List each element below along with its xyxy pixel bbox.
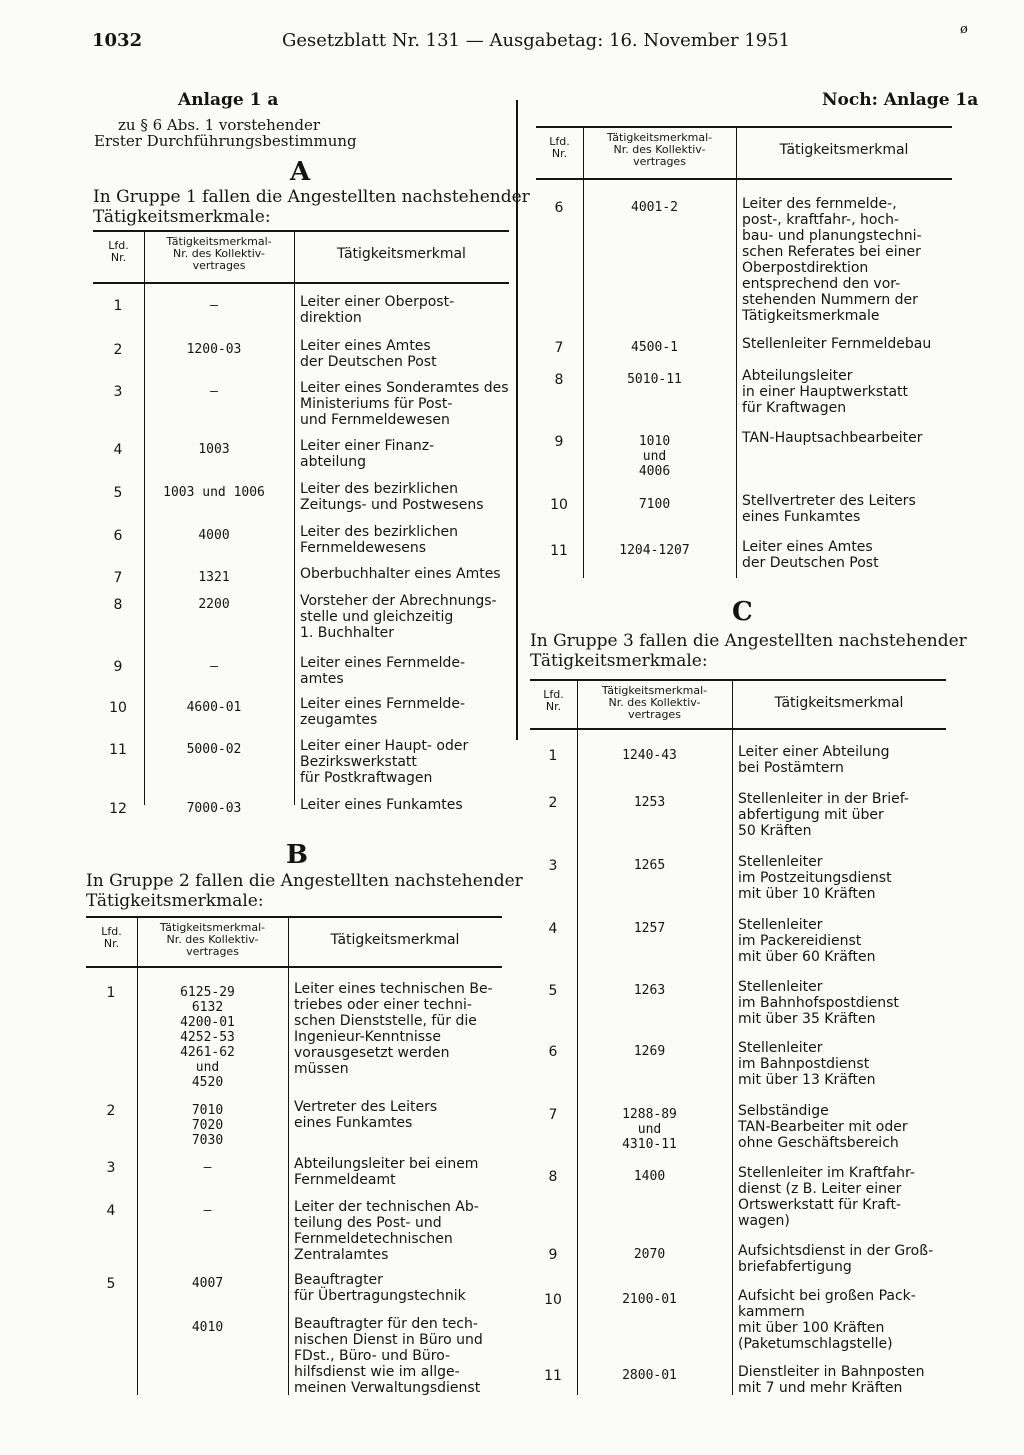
row-number: 9: [548, 1247, 558, 1263]
row-code: 1321: [198, 570, 230, 585]
row-merkmal: Leiter des fernmelde-, post-, kraftfahr-, hoch- bau- und planungstechni- schen Referates bei einer Oberpostdirektion entsprechend den vor- stehenden Nummern der Tätigkeitsmerkmale: [742, 196, 922, 324]
row-number: 9: [554, 434, 564, 450]
row-merkmal: Stellenleiter in der Brief- abfertigung mit über 50 Kräften: [738, 791, 909, 839]
row-number: 6: [554, 200, 564, 216]
row-number: 10: [544, 1292, 562, 1308]
row-number: 5: [113, 485, 123, 501]
row-number: 4: [106, 1203, 116, 1219]
header-merkmal: Tätigkeitsmerkmal: [774, 695, 904, 711]
table-top-rule: [93, 230, 509, 232]
header-nr: Lfd. Nr.: [543, 688, 564, 713]
header-nr: Lfd. Nr.: [549, 135, 570, 160]
row-merkmal: Leiter eines Amtes der Deutschen Post: [300, 338, 437, 370]
table-header-rule: [536, 178, 952, 180]
row-number: 7: [113, 570, 123, 586]
row-merkmal: Stellenleiter im Postzeitungsdienst mit über 10 Kräften: [738, 854, 892, 902]
row-merkmal: Leiter eines Funkamtes: [300, 797, 463, 813]
row-number: 12: [109, 801, 127, 817]
row-code: 4000: [198, 528, 230, 543]
row-merkmal: Beauftragter für den tech- nischen Dienst in Büro und FDst., Büro- und Büro- hilfsdienst wie im allge- meinen Verwaltungsdienst: [294, 1316, 483, 1396]
table-header-rule: [86, 966, 502, 968]
section-a-intro: In Gruppe 1 fallen die Angestellten nachstehender Tätigkeitsmerkmale:: [93, 187, 530, 227]
row-number: 4: [113, 442, 123, 458]
row-code: 1288-89 und 4310-11: [622, 1107, 677, 1152]
row-merkmal: Oberbuchhalter eines Amtes: [300, 566, 501, 582]
table-col-rule: [732, 679, 733, 1395]
header-code: Tätigkeitsmerkmal- Nr. des Kollektiv- vertrages: [159, 921, 266, 958]
row-code: 7100: [638, 497, 671, 512]
row-number: 2: [548, 795, 558, 811]
page-number: 1032: [92, 30, 143, 51]
row-number: 3: [548, 858, 558, 874]
table-header-rule: [530, 728, 946, 730]
table-col-rule: [288, 916, 289, 1395]
table-col-rule: [577, 679, 578, 1395]
row-code: 6125-29 6132 4200-01 4252-53 4261-62 und 4520: [180, 985, 235, 1090]
row-code: 1204-1207: [619, 543, 690, 558]
header-merkmal: Tätigkeitsmerkmal: [330, 932, 460, 948]
table-col-rule: [144, 230, 145, 805]
row-number: 7: [548, 1107, 558, 1123]
row-merkmal: Leiter einer Haupt- oder Bezirkswerkstatt für Postkraftwagen: [300, 738, 469, 786]
row-code: 1003: [198, 442, 230, 457]
row-merkmal: Leiter des bezirklichen Zeitungs- und Postwesens: [300, 481, 484, 513]
row-merkmal: Selbständige TAN-Bearbeiter mit oder ohne Geschäftsbereich: [738, 1103, 908, 1151]
header-code: Tätigkeitsmerkmal- Nr. des Kollektiv- vertrages: [166, 235, 272, 272]
row-number: 1: [548, 748, 558, 764]
row-code: —: [210, 659, 218, 674]
row-code: 2800-01: [622, 1368, 677, 1383]
header-nr: Lfd. Nr.: [101, 925, 122, 950]
row-merkmal: Beauftragter für Übertragungstechnik: [294, 1272, 466, 1304]
header-merkmal: Tätigkeitsmerkmal: [337, 246, 466, 262]
row-number: 8: [554, 372, 564, 388]
row-code: 4500-1: [631, 340, 678, 355]
row-code: 1010 und 4006: [638, 434, 671, 479]
row-code: 1400: [633, 1169, 666, 1184]
row-merkmal: Abteilungsleiter bei einem Fernmeldeamt: [294, 1156, 479, 1188]
row-number: 5: [548, 983, 558, 999]
row-merkmal: Leiter des bezirklichen Fernmeldewesens: [300, 524, 459, 556]
row-code: 1265: [633, 858, 666, 873]
row-number: 3: [106, 1160, 116, 1176]
row-code: 1003 und 1006: [163, 485, 265, 500]
row-code: 2200: [198, 597, 230, 612]
row-merkmal: Stellenleiter im Bahnpostdienst mit über 13 Kräften: [738, 1040, 876, 1088]
row-number: 2: [113, 342, 123, 358]
row-merkmal: Vertreter des Leiters eines Funkamtes: [294, 1099, 438, 1131]
row-code: —: [203, 1203, 212, 1218]
row-code: 1240-43: [622, 748, 677, 763]
row-merkmal: Abteilungsleiter in einer Hauptwerkstatt für Kraftwagen: [742, 368, 909, 416]
header-nr: Lfd. Nr.: [108, 239, 129, 264]
table-top-rule: [530, 679, 946, 681]
row-merkmal: Stellvertreter des Leiters eines Funkamtes: [742, 493, 916, 525]
row-code: 7010 7020 7030: [191, 1103, 224, 1148]
row-number: 6: [113, 528, 123, 544]
row-merkmal: Leiter eines Fernmelde- zeugamtes: [300, 696, 466, 728]
row-number: 11: [109, 742, 127, 758]
row-code: 4001-2: [631, 200, 678, 215]
table-top-rule: [536, 126, 952, 128]
row-merkmal: Leiter der technischen Ab- teilung des Post- und Fernmeldetechnischen Zentralamtes: [294, 1199, 479, 1263]
row-merkmal: Aufsichtsdienst in der Groß- briefabfertigung: [738, 1243, 934, 1275]
row-merkmal: Leiter einer Finanz- abteilung: [300, 438, 435, 470]
row-merkmal: Vorsteher der Abrechnungs- stelle und gleichzeitig 1. Buchhalter: [300, 593, 497, 641]
row-code: —: [210, 298, 218, 313]
row-number: 4: [548, 921, 558, 937]
noch-anlage-title: Noch: Anlage 1a: [822, 90, 979, 110]
row-number: 9: [113, 659, 123, 675]
anlage-subtitle-1: zu § 6 Abs. 1 vorstehender: [118, 116, 321, 134]
header-code: Tätigkeitsmerkmal- Nr. des Kollektiv- vertrages: [606, 131, 713, 168]
row-number: 8: [113, 597, 123, 613]
row-number: 8: [548, 1169, 558, 1185]
row-code: —: [203, 1160, 212, 1175]
section-b-intro: In Gruppe 2 fallen die Angestellten nachstehender Tätigkeitsmerkmale:: [86, 871, 523, 911]
row-code: 4600-01: [186, 700, 242, 715]
row-merkmal: Leiter eines Sonderamtes des Ministeriums für Post- und Fernmeldewesen: [300, 380, 509, 428]
row-code: —: [210, 384, 218, 399]
table-top-rule: [86, 916, 502, 918]
table-header-rule: [93, 282, 509, 284]
row-code: 1263: [633, 983, 666, 998]
row-number: 7: [554, 340, 564, 356]
row-code: 4010: [191, 1320, 224, 1335]
header-code: Tätigkeitsmerkmal- Nr. des Kollektiv- vertrages: [601, 684, 708, 721]
row-merkmal: Leiter eines Amtes der Deutschen Post: [742, 539, 879, 571]
row-merkmal: Stellenleiter Fernmeldebau: [742, 336, 932, 352]
row-code: 1200-03: [186, 342, 242, 357]
row-number: 11: [544, 1368, 562, 1384]
corner-mark: ø: [960, 22, 968, 37]
row-code: 1269: [633, 1044, 666, 1059]
row-number: 2: [106, 1103, 116, 1119]
row-number: 10: [109, 700, 127, 716]
row-number: 1: [106, 985, 116, 1001]
section-c-letter: C: [732, 597, 753, 627]
section-c-intro: In Gruppe 3 fallen die Angestellten nachstehender Tätigkeitsmerkmale:: [530, 631, 967, 671]
row-code: 7000-03: [186, 801, 242, 816]
anlage-subtitle-2: Erster Durchführungsbestimmung: [94, 132, 357, 150]
row-merkmal: Stellenleiter im Packereidienst mit über 60 Kräften: [738, 917, 876, 965]
row-merkmal: Stellenleiter im Bahnhofspostdienst mit über 35 Kräften: [738, 979, 899, 1027]
row-merkmal: Leiter einer Abteilung bei Postämtern: [738, 744, 890, 776]
table-col-rule: [736, 126, 737, 578]
section-a-letter: A: [290, 157, 311, 187]
row-merkmal: Leiter eines technischen Be- triebes oder einer techni- schen Dienststelle, für die Ingenieur-Kenntnisse vorausgesetzt werden müssen: [294, 981, 493, 1077]
row-merkmal: Aufsicht bei großen Pack- kammern mit über 100 Kräften (Paketumschlagstelle): [738, 1288, 916, 1352]
row-number: 11: [550, 543, 568, 559]
row-code: 2100-01: [622, 1292, 677, 1307]
row-code: 1253: [633, 795, 666, 810]
table-col-rule: [294, 230, 295, 805]
row-number: 5: [106, 1276, 116, 1292]
row-merkmal: Dienstleiter in Bahnposten mit 7 und mehr Kräften: [738, 1364, 925, 1396]
row-number: 3: [113, 384, 123, 400]
row-number: 10: [550, 497, 568, 513]
row-merkmal: Stellenleiter im Kraftfahr- dienst (z B. Leiter einer Ortswerkstatt für Kraft- wagen): [738, 1165, 915, 1229]
row-code: 1257: [633, 921, 666, 936]
row-code: 4007: [191, 1276, 224, 1291]
row-merkmal: Leiter einer Oberpost- direktion: [300, 294, 455, 326]
header-merkmal: Tätigkeitsmerkmal: [779, 142, 909, 158]
row-number: 6: [548, 1044, 558, 1060]
anlage-title: Anlage 1 a: [178, 90, 279, 110]
row-code: 2070: [633, 1247, 666, 1262]
row-merkmal: Leiter eines Fernmelde- amtes: [300, 655, 466, 687]
row-code: 5000-02: [186, 742, 242, 757]
row-number: 1: [113, 298, 123, 314]
row-merkmal: TAN-Hauptsachbearbeiter: [742, 430, 923, 446]
section-b-letter: B: [286, 840, 308, 870]
row-code: 5010-11: [627, 372, 682, 387]
page-header-title: Gesetzblatt Nr. 131 — Ausgabetag: 16. November 1951: [282, 30, 791, 51]
